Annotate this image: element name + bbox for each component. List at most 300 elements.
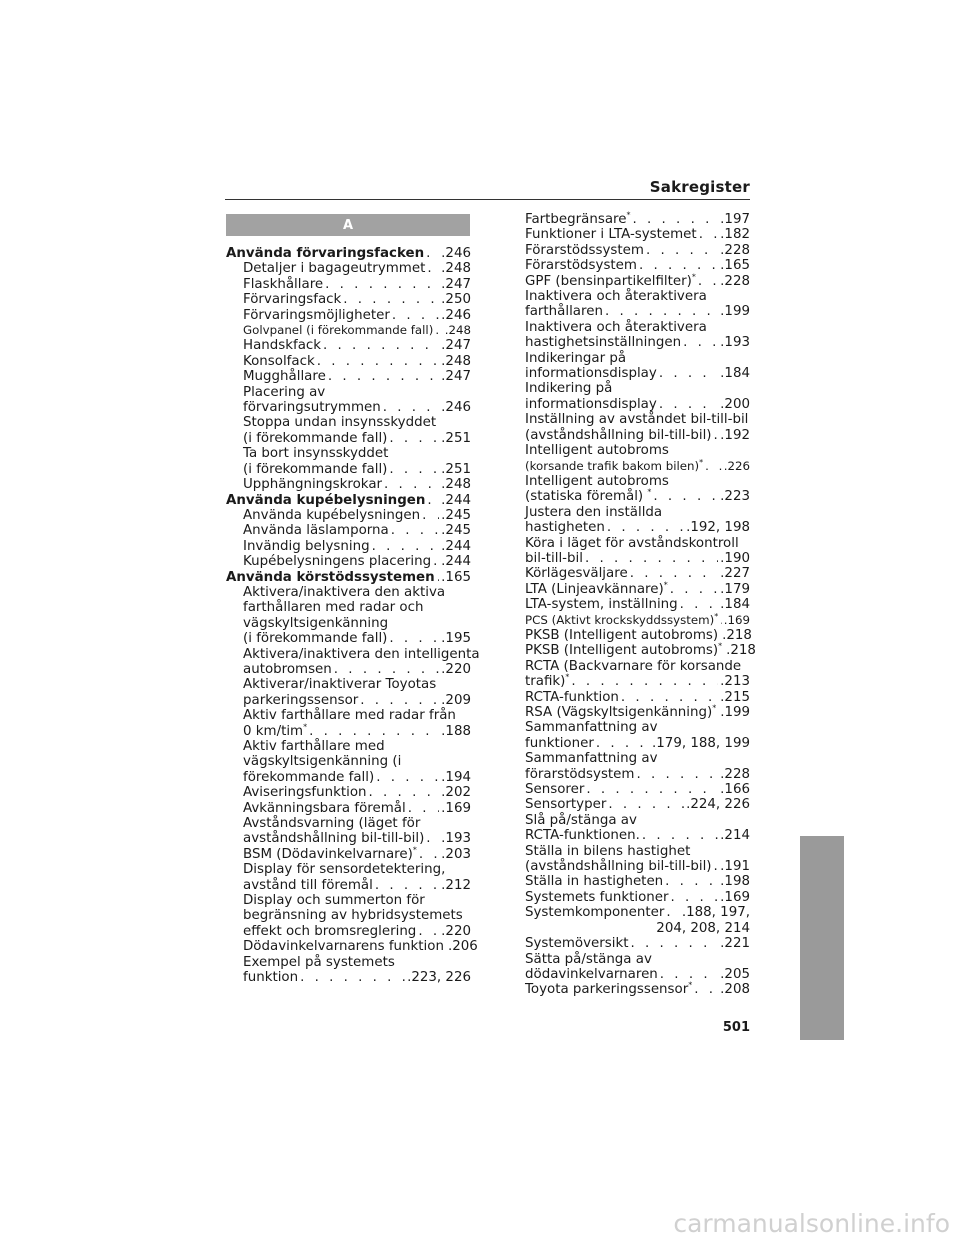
dot-leader [389, 431, 439, 446]
index-entry [525, 212, 750, 227]
index-entry-continued: Sammanfattning av [525, 751, 658, 767]
index-entry [226, 308, 471, 323]
entry-page-ref: .193 [441, 831, 471, 847]
entry-term [525, 258, 637, 273]
dot-leader [392, 308, 439, 323]
entry-term-text: Dödavinkelvarnarens funktion [243, 939, 444, 955]
entry-term [525, 643, 722, 658]
entry-term [525, 736, 594, 751]
entry-page-ref: .212 [441, 877, 471, 893]
index-entry [226, 539, 471, 554]
entry-term [243, 631, 387, 646]
index-entry [525, 597, 750, 612]
entry-term-text: Mugghållare [243, 369, 326, 385]
entry-term-text: Sensorer [525, 782, 585, 798]
entry-page-ref: .195 [441, 631, 471, 647]
index-entry-continued: Inaktivera och återaktivera [525, 319, 707, 335]
entry-term [525, 782, 584, 797]
index-entry [226, 939, 478, 955]
footnote-asterisk: * [714, 611, 719, 621]
entry-page-ref: .214 [720, 828, 750, 844]
index-entry-continued: Aktiv farthållare med radar från [243, 708, 456, 724]
index-entry-continued: Intelligent autobroms [525, 473, 669, 489]
entry-term-text: (statiska föremål) [525, 489, 648, 505]
index-entry [226, 338, 471, 353]
dot-leader [607, 520, 684, 535]
entry-term-text: RCTA-funktionen. [525, 828, 640, 844]
entry-page-ref: .218 [726, 643, 756, 659]
entry-page-ref: .250 [441, 292, 471, 308]
entry-term-text: (korsande trafik bakom bilen) [525, 458, 700, 473]
entry-term [525, 274, 696, 289]
entry-term [525, 905, 664, 920]
index-entry [525, 936, 750, 951]
dot-leader [639, 258, 718, 273]
dot-leader [636, 767, 718, 782]
entry-page-ref: .188, 197, [681, 905, 750, 921]
footnote-asterisk: * [712, 703, 717, 713]
entry-term-text: Fartbegränsare [525, 212, 627, 227]
entry-page-ref: .192 [720, 427, 750, 443]
index-entry [525, 489, 750, 504]
dot-leader [435, 323, 442, 338]
entry-term-text: dödavinkelvarnaren [525, 966, 658, 982]
dot-leader [683, 335, 718, 350]
dot-leader [384, 477, 439, 492]
page-number: 501 [722, 1020, 750, 1035]
entry-term [243, 338, 321, 353]
entry-term-text: Handskfack [243, 338, 322, 354]
index-entry-continued: Ta bort insynsskyddet [243, 446, 389, 462]
entry-term [525, 566, 628, 581]
entry-page-ref: .200 [720, 396, 750, 412]
dot-leader [360, 693, 439, 708]
entry-page-ref: .251 [441, 430, 471, 446]
index-entry [226, 462, 471, 477]
entry-term-text: Kupébelysningens placering [243, 554, 432, 570]
entry-term [525, 705, 716, 720]
index-entry-continued: vägskyltsigenkänning [243, 615, 389, 631]
dot-leader [698, 274, 718, 289]
entry-term [243, 785, 367, 800]
index-entry [525, 641, 756, 659]
entry-page-ref: .248 [441, 353, 471, 369]
entry-page-ref: .169 [441, 800, 471, 816]
entry-term-text: förarstödsystem [525, 766, 635, 782]
index-entry [226, 924, 471, 939]
footnote-asterisk: * [699, 457, 704, 467]
entry-term [525, 428, 712, 443]
index-entry [525, 797, 750, 812]
entry-page-ref: .248 [441, 261, 471, 277]
index-entry [226, 477, 471, 492]
entry-term [243, 554, 431, 569]
entry-page-ref: .179, 188, 199 [652, 735, 750, 751]
entry-term-text: (avståndshållning bil-till-bil) [525, 859, 712, 875]
entry-term-text: autobromsen [243, 661, 332, 677]
footnote-asterisk: * [663, 580, 668, 590]
dot-leader [300, 970, 405, 985]
entry-term-text: avstånd till föremål [243, 877, 373, 893]
index-entry [525, 258, 750, 273]
entry-term-text: förekommande fall) [243, 769, 375, 785]
dot-leader [630, 566, 718, 581]
entry-term-text: hastighetsinställningen [525, 335, 682, 351]
entry-term [243, 831, 424, 846]
entry-term-text: Förvaringsfack [243, 292, 342, 308]
entry-term-text: farthållaren [525, 304, 603, 320]
index-entry [226, 400, 471, 415]
entry-page-ref: .228 [720, 766, 750, 782]
entry-page-ref: .246 [441, 400, 471, 416]
dot-leader [714, 428, 719, 443]
index-entry [226, 523, 471, 538]
entry-term-text: Konsolfack [243, 353, 315, 369]
index-entry-continued: Placering av [243, 384, 326, 400]
entry-page-ref: .244 [441, 554, 471, 570]
dot-leader [375, 878, 439, 893]
index-entry-continued: Aktiverar/inaktiverar Toyotas [243, 677, 437, 693]
index-entry-continued: Slå på/stänga av [525, 812, 637, 828]
entry-term-text: avståndshållning bil-till-bil) [243, 831, 425, 847]
watermark-text: carmanualsonline.info [673, 1209, 950, 1238]
index-entry [226, 631, 471, 646]
dot-leader [323, 338, 439, 353]
entry-term-text: funktion [243, 970, 299, 986]
entry-term [243, 770, 374, 785]
entry-page-ref: .205 [720, 966, 750, 982]
entry-term [243, 477, 382, 492]
index-entry [525, 428, 750, 443]
entry-term [243, 662, 332, 677]
entry-term [243, 308, 390, 323]
dot-leader [653, 489, 718, 504]
entry-term-text: BSM (Dödavinkelvarnare) [243, 846, 413, 862]
entry-page-ref: .184 [720, 366, 750, 382]
entry-page-ref: .191 [720, 859, 750, 875]
entry-page-ref: .247 [441, 276, 471, 292]
section-letter: A [342, 217, 354, 233]
entry-term [243, 508, 420, 523]
index-entry [525, 674, 750, 689]
dot-leader [665, 874, 718, 889]
index-entry [525, 397, 750, 412]
entry-term [243, 539, 370, 554]
index-entry-continued: Avståndsvarning (läget för [243, 816, 421, 832]
entry-term-text: (i förekommande fall) [243, 631, 388, 647]
index-entry [525, 905, 750, 920]
entry-term [243, 354, 315, 369]
dot-leader [426, 246, 439, 261]
index-entry [226, 369, 471, 384]
index-entry [525, 690, 750, 705]
entry-page-ref: .166 [720, 782, 750, 798]
entry-page-ref: .165 [441, 569, 471, 585]
entry-term-text: informationsdisplay [525, 396, 657, 412]
dot-leader [646, 243, 718, 258]
entry-term [525, 551, 583, 566]
entry-term [525, 890, 669, 905]
entry-term-text: informationsdisplay [525, 366, 657, 382]
entry-term [243, 400, 381, 415]
entry-page-ref: .192, 198 [686, 520, 750, 536]
index-entry-continued: Sammanfattning av [525, 720, 658, 736]
entry-page-ref: .184 [720, 597, 750, 613]
entry-term [525, 227, 697, 242]
index-entry-continued: Ställa in bilens hastighet [525, 843, 691, 859]
entry-page-ref: .194 [441, 769, 471, 785]
entry-term [525, 304, 603, 319]
dot-leader [621, 690, 718, 705]
entry-page-ref: .165 [720, 258, 750, 274]
entry-term [243, 970, 298, 985]
index-entry-continued: Display för sensordetektering, [243, 862, 446, 878]
dot-leader [418, 924, 439, 939]
entry-term-text: Systemkomponenter [525, 905, 665, 921]
entry-term [525, 982, 692, 997]
dot-leader [389, 462, 439, 477]
index-entry-continued: Inställning av avståndet bil-till-bil [525, 412, 749, 428]
index-entry-continued: vägskyltsigenkänning (i [243, 754, 402, 770]
entry-term-text: LTA-system, inställning [525, 597, 678, 613]
entry-page-ref: .215 [720, 689, 750, 705]
index-entry [525, 243, 750, 258]
index-entry-continued: Köra i läget för avståndskontroll [525, 535, 739, 551]
index-entry [525, 613, 750, 628]
index-heading-entry [226, 493, 471, 508]
index-entry [226, 785, 471, 800]
entry-term-text: Använda körstödssystemen [226, 569, 435, 585]
index-heading-entry [226, 570, 471, 585]
entry-term-text: Använda kupébelysningen [226, 492, 426, 508]
index-entry-continued: Justera den inställda [525, 504, 663, 520]
entry-page-ref: .169 [720, 889, 750, 905]
entry-page-ref: .220 [441, 923, 471, 939]
dot-leader [659, 397, 718, 412]
entry-page-ref: .209 [441, 692, 471, 708]
index-entry [525, 551, 750, 566]
entry-term-text: Golvpanel (i förekommande fall) [243, 323, 434, 338]
entry-term [525, 489, 651, 504]
index-entry [525, 967, 750, 982]
entry-term [525, 397, 657, 412]
entry-page-ref: .197 [720, 212, 750, 227]
footnote-asterisk: * [626, 210, 631, 220]
entry-term-text: Flaskhållare [243, 276, 324, 292]
entry-term-text: Funktioner i LTA-systemet [525, 227, 697, 243]
entry-page-ref: .202 [441, 785, 471, 801]
index-entry [525, 304, 750, 319]
entry-term-text: förvaringsutrymmen [243, 400, 381, 416]
entry-term [243, 292, 341, 307]
entry-page-ref: .206 [447, 939, 478, 955]
index-entry-continued: Intelligent autobroms [525, 443, 669, 459]
page-header-title: Sakregister [649, 178, 750, 196]
index-entry [226, 261, 471, 276]
dot-leader [427, 493, 439, 508]
entry-page-ref: .224, 226 [686, 797, 750, 813]
entry-term [525, 674, 569, 689]
entry-term [243, 939, 444, 954]
entry-page-ref: .246 [441, 246, 471, 261]
index-entry [226, 431, 471, 446]
entry-term [525, 628, 718, 643]
entry-term-text: hastigheten [525, 520, 605, 536]
entry-term [243, 261, 425, 276]
index-entry [525, 859, 750, 874]
chapter-side-tab [800, 836, 844, 1040]
dot-leader [334, 662, 439, 677]
dot-leader [585, 551, 718, 566]
entry-term-text: RSA (Vägskyltsigenkänning) [525, 705, 713, 720]
entry-page-ref: .213 [720, 674, 750, 690]
index-entry [525, 520, 750, 535]
footnote-asterisk: * [691, 272, 696, 282]
dot-leader [571, 674, 718, 689]
dot-leader [671, 890, 719, 905]
index-entry [525, 366, 750, 381]
dot-leader [666, 905, 679, 920]
index-entry [525, 227, 750, 242]
dot-leader [389, 631, 439, 646]
header-rule [225, 199, 750, 200]
index-entry-continued: Indikering på [525, 381, 613, 397]
index-entry [226, 323, 471, 338]
index-entry-continued: 204, 208, 214 [656, 920, 750, 936]
index-entry-continued: Inaktivera och återaktivera [525, 289, 707, 305]
entry-term-text: Använda läslamporna [243, 523, 389, 539]
entry-term-text: Förvaringsmöjligheter [243, 307, 390, 323]
index-entry-continued: Aktiv farthållare med [243, 739, 385, 754]
index-entry [525, 335, 750, 350]
index-entry-continued: begränsning av hybridsystemets [243, 908, 463, 924]
dot-leader [328, 369, 439, 384]
entry-term [226, 493, 425, 508]
index-entry [226, 878, 471, 893]
entry-term-text: Invändig belysning [243, 538, 370, 554]
index-entry [226, 662, 471, 677]
entry-term-text: Aviseringsfunktion [243, 785, 367, 801]
dot-leader [642, 828, 718, 843]
entry-term [525, 859, 712, 874]
index-entry-continued: Sätta på/stänga av [525, 951, 652, 967]
index-entry [226, 970, 471, 985]
entry-term-text: (avståndshållning bil-till-bil) [525, 427, 712, 443]
dot-leader [699, 227, 718, 242]
entry-page-ref: .244 [441, 492, 471, 508]
entry-page-ref: .244 [441, 538, 471, 554]
entry-term-text: effekt och bromsreglering [243, 923, 417, 939]
dot-leader [659, 366, 718, 381]
dot-leader [631, 936, 719, 951]
entry-term [525, 582, 668, 597]
entry-term [525, 767, 634, 782]
entry-term [243, 369, 326, 384]
index-entry-continued: Display och summerton för [243, 893, 425, 909]
entry-page-ref: .221 [720, 936, 750, 952]
dot-leader [372, 539, 440, 554]
index-entry [525, 874, 750, 889]
entry-page-ref: .199 [720, 304, 750, 320]
dot-leader [633, 212, 719, 227]
entry-page-ref: .245 [441, 523, 471, 539]
entry-term-text: Körlägesväljare [525, 566, 628, 582]
dot-leader [419, 847, 439, 862]
index-heading-entry [226, 246, 471, 261]
entry-term-text: Upphängningskrokar [243, 477, 383, 493]
index-entry [525, 628, 750, 643]
footnote-asterisk: * [412, 845, 417, 855]
index-entry [226, 277, 471, 292]
entry-term [525, 597, 678, 612]
index-entry [226, 693, 471, 708]
entry-term-text: Systemöversikt [525, 936, 629, 952]
dot-leader [694, 982, 718, 997]
index-entry [226, 724, 471, 739]
section-letter-banner [226, 214, 470, 236]
entry-term [243, 724, 307, 739]
index-column-left [226, 246, 480, 986]
entry-term-text: (i förekommande fall) [243, 430, 388, 446]
entry-term-text: bil-till-bil [525, 550, 583, 566]
entry-term-text: Avkänningsbara föremål [243, 800, 406, 816]
entry-page-ref: .203 [441, 846, 471, 862]
entry-term [525, 797, 606, 812]
entry-term-text: LTA (Linjeavkännare) [525, 581, 664, 597]
dot-leader [325, 277, 439, 292]
entry-page-ref: .246 [441, 307, 471, 323]
entry-term [243, 878, 373, 893]
index-entry [226, 292, 471, 307]
index-entry [525, 890, 750, 905]
entry-term [525, 335, 681, 350]
dot-leader [714, 859, 719, 874]
entry-page-ref: .223 [720, 489, 750, 505]
entry-page-ref: .226 [723, 458, 750, 473]
index-entry [525, 274, 750, 289]
index-entry-continued: Aktivera/inaktivera den intelligenta [243, 646, 480, 662]
index-entry [525, 828, 750, 843]
entry-term [525, 690, 619, 705]
entry-term [525, 520, 605, 535]
footnote-asterisk: * [565, 672, 570, 682]
index-entry [226, 554, 471, 569]
footnote-asterisk: * [647, 487, 652, 497]
index-entry [525, 566, 750, 581]
entry-page-ref: .188 [441, 723, 471, 739]
entry-page-ref: .169 [723, 612, 750, 627]
index-entry [525, 705, 750, 720]
dot-leader [586, 782, 718, 797]
index-entry [226, 354, 471, 369]
entry-term [226, 570, 435, 585]
entry-term [525, 874, 663, 889]
dot-leader [369, 785, 440, 800]
entry-page-ref: .220 [441, 661, 471, 677]
dot-leader [670, 582, 718, 597]
entry-term [243, 847, 417, 862]
entry-page-ref: .223, 226 [407, 970, 471, 986]
index-entry [226, 770, 471, 785]
entry-page-ref: .199 [720, 705, 751, 720]
dot-leader [383, 400, 439, 415]
index-entry-continued: Stoppa undan insynsskyddet [243, 415, 437, 431]
entry-term-text: Sensortyper [525, 797, 607, 813]
index-entry [525, 459, 750, 474]
entry-page-ref: .245 [441, 507, 471, 523]
dot-leader [343, 292, 439, 307]
dot-leader [391, 523, 439, 538]
